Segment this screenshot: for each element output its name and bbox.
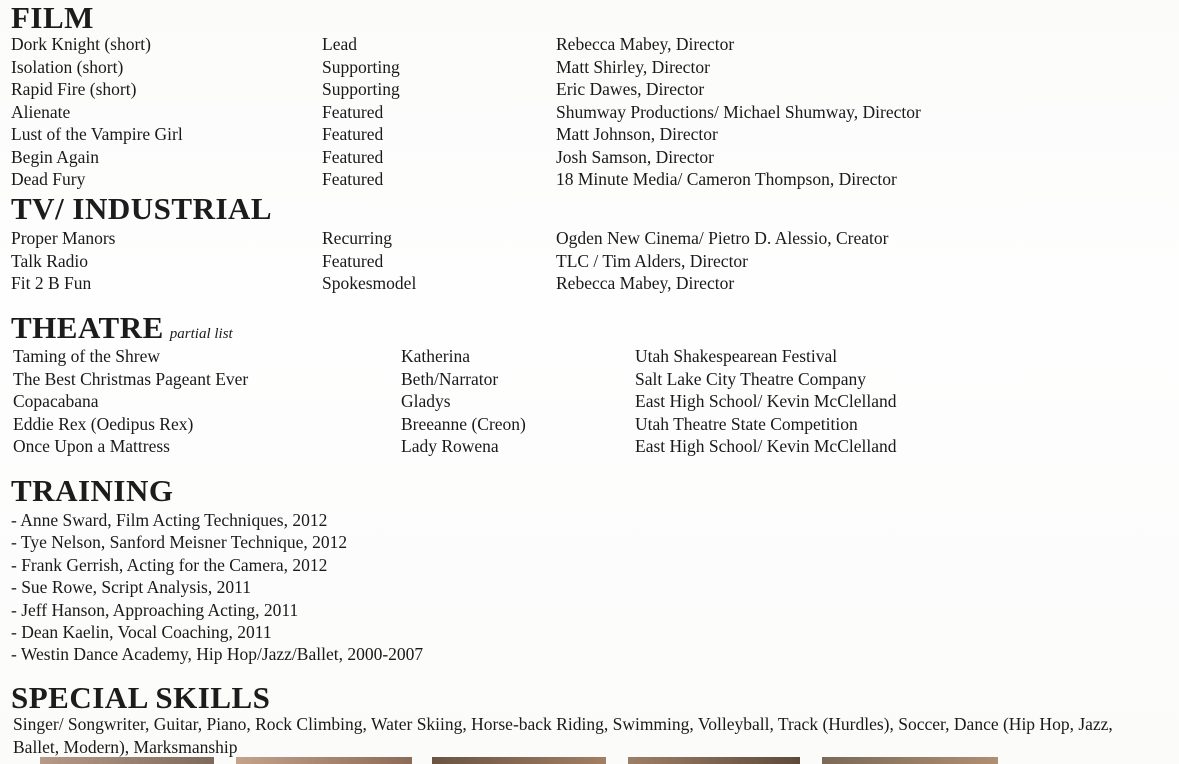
- headshot-photo: [822, 757, 998, 764]
- film-title: Lust of the Vampire Girl: [11, 124, 183, 144]
- tv-role: Featured: [322, 250, 384, 271]
- theatre-title: Taming of the Shrew: [13, 346, 161, 366]
- film-role: Lead: [322, 34, 357, 54]
- theatre-row: [0, 368, 1179, 391]
- headshot-photo: [236, 757, 412, 764]
- film-role: Featured: [322, 169, 384, 189]
- tv-title: Fit 2 B Fun: [11, 273, 92, 293]
- training-item: - Tye Nelson, Sanford Meisner Technique, 2012: [11, 532, 348, 553]
- theatre-heading: [11, 312, 233, 343]
- film-row: [0, 56, 1179, 79]
- tv-row: [0, 272, 1179, 295]
- film-title: Isolation (short): [11, 56, 124, 77]
- film-title: Dead Fury: [11, 169, 86, 189]
- special-skills-text: Singer/ Songwriter, Guitar, Piano, Rock Climbing, Water Skiing, Horse-back Riding, Swimming, Volleyball, Track (Hurdles), Soccer, Dance (Hip Hop, Jazz, Ballet, Modern), Marksmanship: [13, 714, 1113, 757]
- theatre-credit: East High School/ Kevin McClelland: [635, 436, 897, 456]
- film-row: [0, 123, 1179, 146]
- training-item: - Frank Gerrish, Acting for the Camera, 2012: [11, 554, 328, 575]
- film-role: Featured: [322, 101, 384, 122]
- theatre-title: Eddie Rex (Oedipus Rex): [13, 413, 194, 434]
- film-row: [0, 101, 1179, 124]
- headshot-photo: [432, 757, 606, 764]
- film-credit: Eric Dawes, Director: [556, 79, 705, 99]
- tv-title: Proper Manors: [11, 228, 116, 248]
- special-skills-heading: SPECIAL SKILLS: [11, 680, 271, 715]
- training-item: - Sue Rowe, Script Analysis, 2011: [11, 577, 251, 598]
- training-item: - Dean Kaelin, Vocal Coaching, 2011: [11, 621, 272, 642]
- theatre-credits: [0, 345, 1179, 458]
- training-list: [11, 509, 423, 666]
- theatre-role: Gladys: [401, 391, 451, 411]
- theatre-subheading: partial list: [169, 326, 233, 342]
- film-credits: [0, 33, 1179, 191]
- tv-row: [0, 227, 1179, 250]
- film-credit: Shumway Productions/ Michael Shumway, Director: [556, 101, 921, 122]
- training-item: - Westin Dance Academy, Hip Hop/Jazz/Ballet, 2000-2007: [11, 644, 424, 665]
- theatre-row: [0, 435, 1179, 458]
- headshot-photo: [40, 757, 214, 764]
- tv-credit: Rebecca Mabey, Director: [556, 273, 735, 293]
- tv-title: Talk Radio: [11, 250, 89, 271]
- training-item: - Jeff Hanson, Approaching Acting, 2011: [11, 599, 299, 620]
- film-row: [0, 33, 1179, 56]
- theatre-row: [0, 390, 1179, 413]
- tv-role: Spokesmodel: [322, 273, 417, 293]
- theatre-credit: East High School/ Kevin McClelland: [635, 391, 897, 411]
- film-role: Supporting: [322, 56, 400, 77]
- theatre-role: Beth/Narrator: [401, 368, 499, 389]
- theatre-title: The Best Christmas Pageant Ever: [13, 368, 249, 389]
- training-heading: TRAINING: [11, 473, 174, 508]
- theatre-credit: Utah Theatre State Competition: [635, 413, 858, 434]
- film-credit: Rebecca Mabey, Director: [556, 34, 735, 54]
- film-credit: Matt Johnson, Director: [556, 124, 718, 144]
- tv-credits: [0, 227, 1179, 295]
- film-role: Featured: [322, 124, 384, 144]
- tv-row: [0, 250, 1179, 273]
- film-title: Alienate: [11, 101, 71, 122]
- film-credit: 18 Minute Media/ Cameron Thompson, Director: [556, 169, 897, 189]
- film-role: Supporting: [322, 79, 400, 99]
- tv-credit: Ogden New Cinema/ Pietro D. Alessio, Creator: [556, 228, 889, 248]
- theatre-row: [0, 345, 1179, 368]
- film-row: [0, 146, 1179, 169]
- film-title: Rapid Fire (short): [11, 79, 137, 99]
- training-item: - Anne Sward, Film Acting Techniques, 2012: [11, 510, 328, 530]
- theatre-role: Katherina: [401, 346, 470, 366]
- theatre-credit: Salt Lake City Theatre Company: [635, 368, 867, 389]
- theatre-role: Breeanne (Creon): [401, 413, 526, 434]
- theatre-title: Once Upon a Mattress: [13, 436, 170, 456]
- film-credit: Josh Samson, Director: [556, 146, 714, 167]
- theatre-title: Copacabana: [13, 391, 99, 411]
- film-role: Featured: [322, 146, 384, 167]
- film-heading: FILM: [11, 0, 94, 35]
- film-credit: Matt Shirley, Director: [556, 56, 710, 77]
- film-row: [0, 168, 1179, 191]
- film-row: [0, 78, 1179, 101]
- photo-strip: [0, 757, 1179, 764]
- headshot-photo: [628, 757, 800, 764]
- theatre-role: Lady Rowena: [401, 436, 499, 456]
- film-title: Dork Knight (short): [11, 34, 151, 54]
- tv-credit: TLC / Tim Alders, Director: [556, 250, 749, 271]
- tv-industrial-heading: TV/ INDUSTRIAL: [11, 191, 273, 226]
- theatre-credit: Utah Shakespearean Festival: [635, 346, 838, 366]
- film-title: Begin Again: [11, 146, 99, 167]
- tv-role: Recurring: [322, 228, 392, 248]
- theatre-heading-title: THEATRE: [11, 310, 164, 345]
- theatre-row: [0, 413, 1179, 436]
